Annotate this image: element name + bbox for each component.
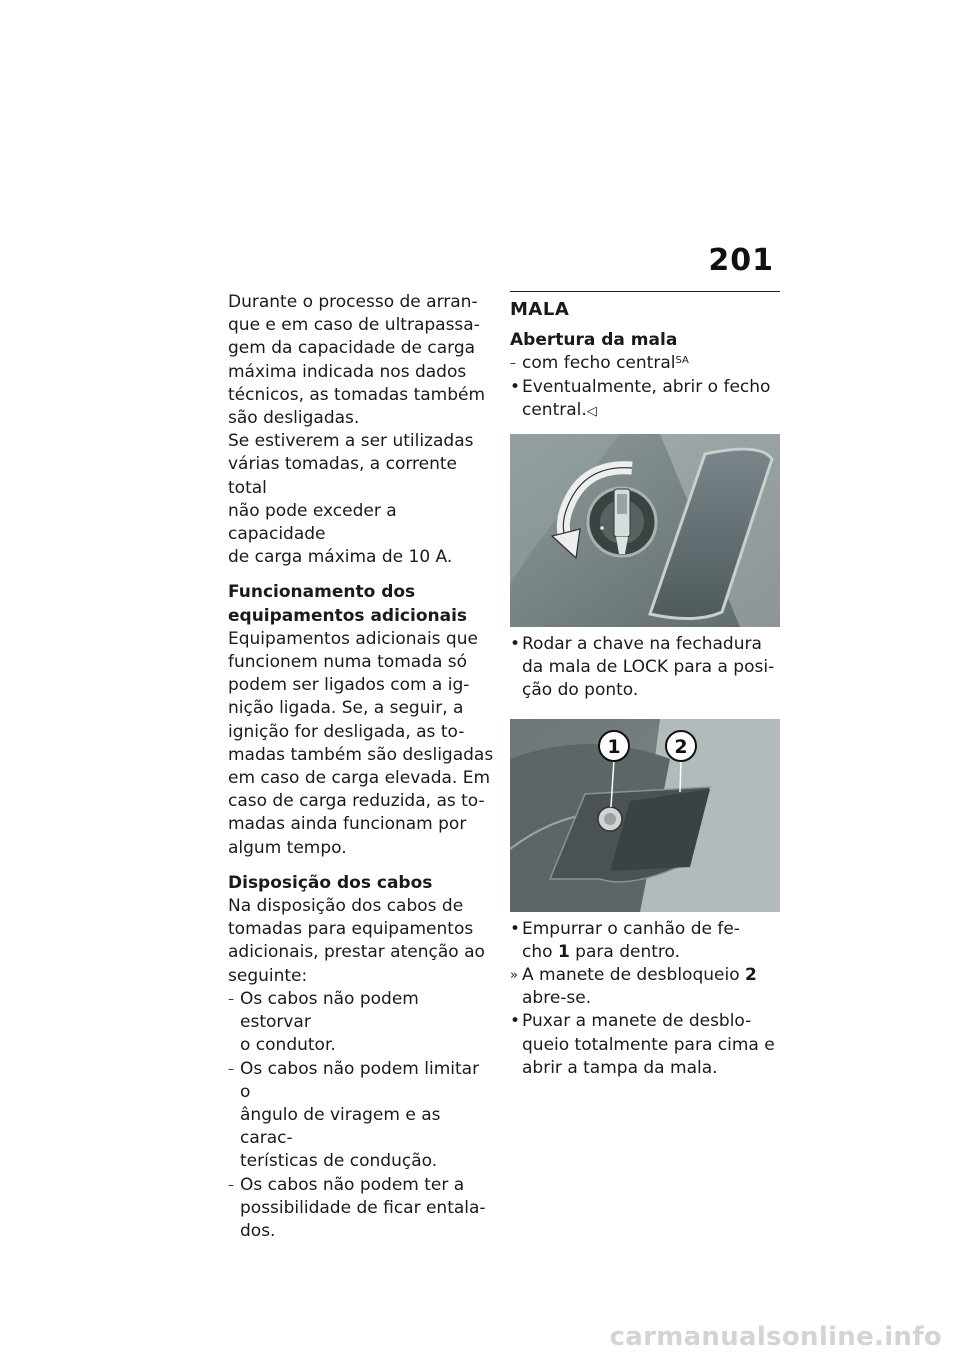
text-line: Eventualmente, abrir o fecho (522, 376, 771, 397)
text-line: Os cabos não podem estorvar (240, 988, 419, 1033)
text-line: em caso de carga elevada. Em (228, 768, 491, 789)
text-line (522, 399, 780, 423)
intro-paragraph (228, 291, 494, 569)
list-item (228, 1174, 494, 1244)
text-line: Empurrar o canhão de fe- (522, 918, 740, 939)
text-line: queio totalmente para cima e (522, 1034, 775, 1055)
heading-funcionamento (228, 581, 494, 627)
release-lever-illustration (510, 719, 780, 912)
text-line (522, 964, 780, 987)
text-line: várias tomadas, a corrente total (228, 454, 458, 498)
result-item (510, 964, 780, 1010)
text-line: tomadas para equipamentos (228, 919, 474, 940)
subheading: Abertura da mala (510, 330, 678, 351)
disposicao-paragraph (228, 895, 494, 988)
heading-disposicao: Disposição dos cabos (228, 872, 433, 893)
callout-1-label: 1 (607, 735, 621, 758)
text-line: Equipamentos adicionais que (228, 628, 478, 649)
funcionamento-paragraph (228, 628, 494, 860)
text-line: Se estiverem a ser utilizadas (228, 431, 474, 452)
text-line: abrir a tampa da mala. (522, 1057, 718, 1078)
dash-marker: – (228, 1177, 234, 1192)
list-item (510, 918, 780, 964)
text-line: Os cabos não podem ter a (240, 1174, 465, 1195)
text-line: caso de carga reduzida, as to- (228, 791, 485, 812)
list-item (510, 633, 780, 703)
text-line: dos. (240, 1220, 276, 1241)
heading-line: Funcionamento dos (228, 582, 416, 603)
text-line: Puxar a manete de desblo- (522, 1011, 752, 1032)
text-line: nição ligada. Se, a seguir, a (228, 698, 464, 719)
text-line: Durante o processo de arran- (228, 292, 478, 312)
text-line: seguinte: (228, 965, 308, 986)
text-line: podem ser ligados com a ig- (228, 675, 470, 696)
bullet-marker: • (510, 918, 521, 939)
text-line: Na disposição dos cabos de (228, 896, 464, 917)
trunk-lock-illustration (510, 434, 780, 627)
text-line: funcionem numa tomada só (228, 652, 468, 673)
callout-ref: 1 (557, 941, 570, 962)
text-fragment: central. (522, 399, 587, 420)
text-line: madas ainda funcionam por (228, 814, 467, 835)
callout-2-label: 2 (674, 735, 688, 758)
text-line: algum tempo. (228, 837, 347, 858)
heading-line: equipamentos adicionais (228, 605, 468, 626)
list-item (510, 376, 780, 423)
text-line: adicionais, prestar atenção ao (228, 942, 485, 963)
text-line: da mala de LOCK para a posi- (522, 657, 775, 678)
condition-text: com fecho central (522, 353, 676, 374)
text-line: abre-se. (522, 988, 592, 1009)
list-item (228, 1058, 494, 1174)
text-line: possibilidade de ficar entala- (240, 1197, 486, 1218)
text-line: ângulo de viragem e as carac- (240, 1104, 441, 1149)
text-line: Rodar a chave na fechadura (522, 634, 762, 655)
text-line: terísticas de condução. (240, 1151, 438, 1172)
end-mark-icon: ◁ (586, 403, 597, 419)
right-column (510, 291, 780, 1080)
dash-marker: – (510, 356, 516, 371)
condition-item (510, 352, 780, 375)
page-number: 201 (708, 243, 774, 278)
text-line: máxima indicada nos dados (228, 361, 467, 382)
text-line: madas também são desligadas (228, 744, 494, 765)
left-column (228, 291, 494, 1243)
text-fragment: para dentro. (569, 941, 681, 962)
text-line: são desligadas. (228, 408, 360, 429)
text-line: ignição for desligada, as to- (228, 721, 465, 742)
list-item (228, 988, 494, 1058)
bullet-marker: • (510, 634, 521, 655)
text-line: de carga máxima de 10 A. (228, 547, 453, 568)
result-marker: » (510, 968, 518, 984)
text-line: que e em caso de ultrapassa- (228, 315, 480, 336)
text-line: não pode exceder a capacidade (228, 500, 397, 545)
text-fragment: A manete de desbloqueio (522, 965, 746, 986)
text-line: Os cabos não podem limitar o (240, 1058, 480, 1102)
text-line: gem da capacidade de carga (228, 338, 476, 359)
option-superscript: SA (675, 355, 689, 367)
dash-marker: – (228, 1061, 234, 1076)
text-line: ção do ponto. (522, 680, 639, 701)
dash-marker: – (228, 991, 234, 1006)
callout-ref: 2 (745, 965, 757, 986)
text-line: o condutor. (240, 1035, 336, 1056)
bullet-marker: • (510, 1011, 521, 1032)
list-item (510, 1010, 780, 1080)
bullet-marker: • (510, 376, 521, 397)
watermark: carmanualsonline.info (609, 1322, 942, 1352)
text-fragment: cho (522, 941, 558, 962)
text-line (522, 941, 780, 964)
section-title: MALA (510, 291, 780, 321)
text-line: técnicos, as tomadas também (228, 384, 486, 405)
